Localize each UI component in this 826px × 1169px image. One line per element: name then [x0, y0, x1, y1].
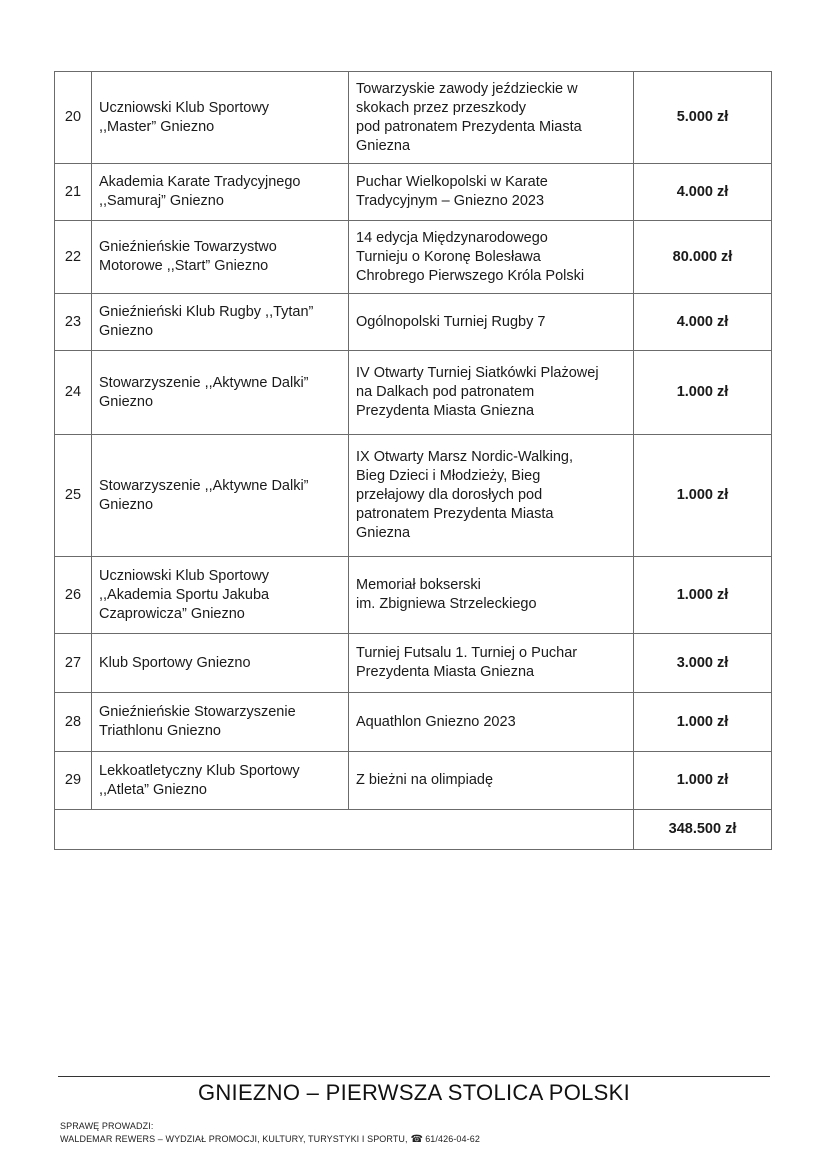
event-line: Gniezna: [356, 525, 411, 541]
event-line: 14 edycja Międzynarodowego: [356, 229, 548, 246]
event-cell: [349, 351, 634, 435]
event-cell: [349, 294, 634, 351]
event-cell: [349, 752, 634, 810]
grants-table: [54, 71, 772, 850]
table-row: [55, 351, 772, 435]
organization-cell: [92, 435, 349, 557]
event-line: skokach przez przeszkody: [356, 99, 527, 116]
org-line: ,,Master” Gniezno: [99, 118, 215, 135]
org-line: ,,Akademia Sportu Jakuba: [99, 586, 270, 603]
event-line: patronatem Prezydenta Miasta: [356, 506, 554, 522]
event-line: Memoriał bokserski: [356, 577, 481, 593]
org-line: ,,Atleta” Gniezno: [99, 781, 207, 798]
row-number: 26: [55, 557, 92, 634]
organization-cell: [92, 294, 349, 351]
table-row: [55, 557, 772, 634]
amount-cell: 4.000 zł: [634, 164, 772, 221]
row-number: 29: [55, 752, 92, 810]
organization-cell: [92, 752, 349, 810]
event-cell: [349, 221, 634, 294]
amount-cell: 1.000 zł: [634, 693, 772, 752]
organization-cell: [92, 693, 349, 752]
footer-contact-person: WALDEMAR REWERS – WYDZIAŁ PROMOCJI, KULTURY, TURYSTYKI I SPORTU,: [60, 1134, 408, 1144]
event-cell: [349, 72, 634, 164]
org-line: Lekkoatletyczny Klub Sportowy: [99, 762, 300, 779]
event-line: IX Otwarty Marsz Nordic-Walking,: [356, 449, 573, 465]
org-line: Gniezno: [99, 393, 154, 410]
event-line: Bieg Dzieci i Młodzieży, Bieg: [356, 468, 541, 484]
event-line: Prezydenta Miasta Gniezna: [356, 664, 535, 680]
event-line: przełajowy dla dorosłych pod: [356, 487, 543, 503]
org-line: Uczniowski Klub Sportowy: [99, 567, 270, 584]
organization-cell: [92, 634, 349, 693]
organization-cell: [92, 72, 349, 164]
event-line: Puchar Wielkopolski w Karate: [356, 174, 548, 190]
footer-divider: [58, 1076, 770, 1077]
amount-cell: 1.000 zł: [634, 752, 772, 810]
organization-cell: [92, 351, 349, 435]
row-number: 20: [55, 72, 92, 164]
event-line: Turnieju o Koronę Bolesława: [356, 248, 541, 265]
footer-contact-line: [60, 1134, 480, 1145]
event-line: Prezydenta Miasta Gniezna: [356, 403, 535, 419]
organization-cell: [92, 164, 349, 221]
amount-cell: 1.000 zł: [634, 351, 772, 435]
table-row: [55, 634, 772, 693]
total-amount: 348.500 zł: [634, 810, 772, 850]
event-cell: [349, 164, 634, 221]
footer-phone: 61/426-04-62: [425, 1134, 480, 1144]
table-row: [55, 693, 772, 752]
event-cell: [349, 435, 634, 557]
amount-cell: 3.000 zł: [634, 634, 772, 693]
org-line: Motorowe ,,Start” Gniezno: [99, 258, 269, 274]
table-row: [55, 72, 772, 164]
event-line: na Dalkach pod patronatem: [356, 384, 535, 400]
org-line: Gnieźnieńskie Stowarzyszenie: [99, 704, 296, 720]
footer-contact-label: SPRAWĘ PROWADZI:: [60, 1121, 154, 1131]
amount-cell: 80.000 zł: [634, 221, 772, 294]
org-line: Gniezno: [99, 496, 154, 513]
footer-title: GNIEZNO – PIERWSZA STOLICA POLSKI: [197, 1080, 631, 1105]
row-number: 28: [55, 693, 92, 752]
table-row: [55, 294, 772, 351]
org-line: ,,Samuraj” Gniezno: [99, 193, 224, 209]
row-number: 23: [55, 294, 92, 351]
event-cell: [349, 693, 634, 752]
event-cell: [349, 557, 634, 634]
grants-table-body: [55, 72, 772, 850]
phone-icon: ☎: [410, 1134, 424, 1145]
org-line: Klub Sportowy Gniezno: [99, 654, 251, 671]
table-row: [55, 752, 772, 810]
event-line: Tradycyjnym – Gniezno 2023: [356, 193, 545, 209]
row-number: 22: [55, 221, 92, 294]
row-number: 27: [55, 634, 92, 693]
table-row: [55, 221, 772, 294]
total-label-cell: [55, 810, 634, 850]
amount-cell: 4.000 zł: [634, 294, 772, 351]
org-line: Akademia Karate Tradycyjnego: [99, 174, 301, 190]
row-number: 25: [55, 435, 92, 557]
amount-cell: 5.000 zł: [634, 72, 772, 164]
event-line: Aquathlon Gniezno 2023: [356, 713, 516, 730]
event-line: Z bieżni na olimpiadę: [356, 772, 494, 788]
org-line: Triathlonu Gniezno: [99, 723, 221, 739]
event-line: Turniej Futsalu 1. Turniej o Puchar: [356, 645, 578, 661]
event-cell: [349, 634, 634, 693]
event-line: Ogólnopolski Turniej Rugby 7: [356, 313, 546, 330]
table-row: [55, 164, 772, 221]
event-line: Gniezna: [356, 137, 411, 154]
event-line: pod patronatem Prezydenta Miasta: [356, 118, 582, 135]
org-line: Uczniowski Klub Sportowy: [99, 99, 270, 116]
org-line: Gniezno: [99, 323, 154, 339]
event-line: IV Otwarty Turniej Siatkówki Plażowej: [356, 365, 599, 381]
org-line: Stowarzyszenie ,,Aktywne Dalki”: [99, 477, 309, 494]
amount-cell: 1.000 zł: [634, 435, 772, 557]
org-line: Czaprowicza” Gniezno: [99, 605, 245, 622]
amount-cell: 1.000 zł: [634, 557, 772, 634]
row-number: 21: [55, 164, 92, 221]
org-line: Gnieźnieński Klub Rugby ,,Tytan”: [99, 304, 314, 320]
organization-cell: [92, 557, 349, 634]
event-line: Towarzyskie zawody jeździeckie w: [356, 80, 578, 97]
row-number: 24: [55, 351, 92, 435]
total-row: [55, 810, 772, 850]
org-line: Stowarzyszenie ,,Aktywne Dalki”: [99, 374, 309, 391]
event-line: Chrobrego Pierwszego Króla Polski: [356, 267, 585, 284]
org-line: Gnieźnieńskie Towarzystwo: [99, 239, 277, 255]
table-row: [55, 435, 772, 557]
organization-cell: [92, 221, 349, 294]
event-line: im. Zbigniewa Strzeleckiego: [356, 596, 537, 612]
